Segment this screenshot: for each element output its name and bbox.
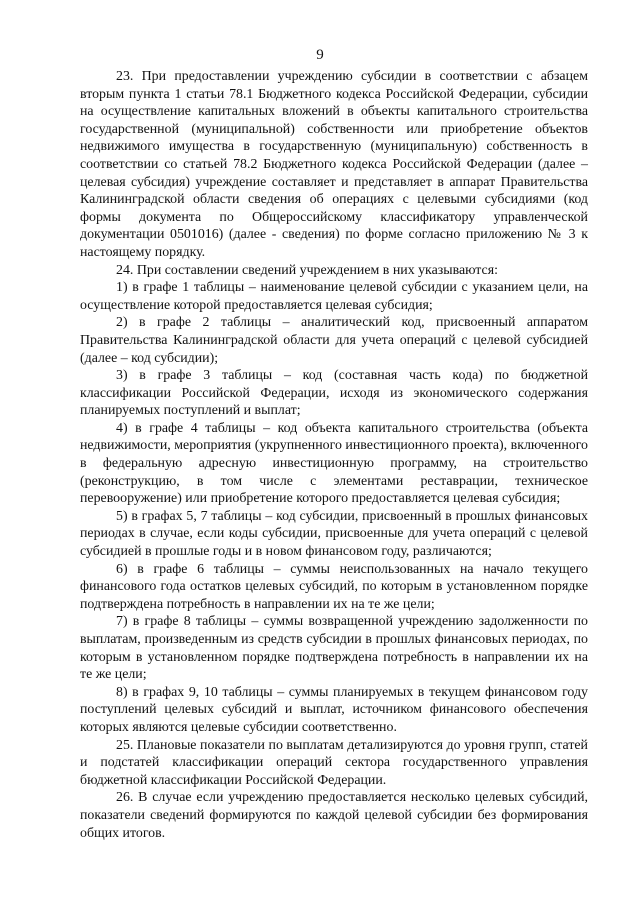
list-item-5: 5) в графах 5, 7 таблицы – код субсидии, присвоенный в прошлых финансовых периодах в случае, если коды субсидии, присвоенные для учета операций с целевой субсидией в прошлые годы и в новом финансовом году, различаются; <box>80 508 588 560</box>
list-item-2: 2) в графе 2 таблицы – аналитический код, присвоенный аппаратом Правительства Калининградской области для учета операций с целевой субсидией (далее – код субсидии); <box>80 315 588 366</box>
list-item-8: 8) в графах 9, 10 таблицы – суммы планируемых в текущем финансовом году поступлений целевых субсидий и выплат, источником финансового обеспечения которых являются целевые субсидии соответственно. <box>80 684 588 735</box>
paragraph-23: 23. При предоставлении учреждению субсидии в соответствии с абзацем вторым пункта 1 статьи 78.1 Бюджетного кодекса Российской Федерации, субсидии на осуществление капитальных вложений в объекты капитального строительства государственной (муниципальной) собственности или приобретение объектов недвижимого имущества в государственную (муниципальную) собственность в соответствии со статьей 78.2 Бюджетного кодекса Российской Федерации (далее – целевая субсидия) учреждение составляет и представляет в аппарат Правительства Калининградской области сведения об операциях с целевыми субсидиями (код формы документа по Общероссийскому классификатору управленческой документации 0501016) (далее - сведения) по форме согласно приложению № 3 к настоящему порядку. <box>80 69 588 260</box>
paragraph-25: 25. Плановые показатели по выплатам детализируются до уровня групп, статей и подстатей классификации операций сектора государственного управления бюджетной классификации Российской Федерации. <box>80 737 588 788</box>
document-body <box>80 68 588 842</box>
paragraph-26: 26. В случае если учреждению предоставляется несколько целевых субсидий, показатели сведений формируются по каждой целевой субсидии без формирования общих итогов. <box>80 790 588 841</box>
paragraph-24: 24. При составлении сведений учреждением в них указываются: <box>116 262 498 278</box>
list-item-6: 6) в графе 6 таблицы – суммы неиспользованных на начало текущего финансового года остатков целевых субсидий, по которым в установленном порядке подтверждена потребность в направлении их на те же цели; <box>80 561 588 612</box>
list-item-7: 7) в графе 8 таблицы – суммы возвращенной учреждению задолженности по выплатам, произведенным из средств субсидии в прошлых финансовых периодах, по которым в установленном порядке подтверждена потребность в направлении их на те же цели; <box>80 614 588 683</box>
page-number: 9 <box>316 47 324 63</box>
list-item-3: 3) в графе 3 таблицы – код (составная часть кода) по бюджетной классификации Российской Федерации, исходя из экономического содержания планируемых поступлений и выплат; <box>80 368 588 419</box>
list-item-4: 4) в графе 4 таблицы – код объекта капитального строительства (объекта недвижимости, мероприятия (укрупненного инвестиционного проекта), включенного в федеральную адресную инвестиционную программу, на строительство (реконструкцию, в том числе с элементами реставрации, техническое перевооружение) или приобретение которого предоставляется целевая субсидия; <box>80 420 588 507</box>
list-item-1: 1) в графе 1 таблицы – наименование целевой субсидии с указанием цели, на осуществление которой предоставляется целевая субсидия; <box>80 280 588 313</box>
